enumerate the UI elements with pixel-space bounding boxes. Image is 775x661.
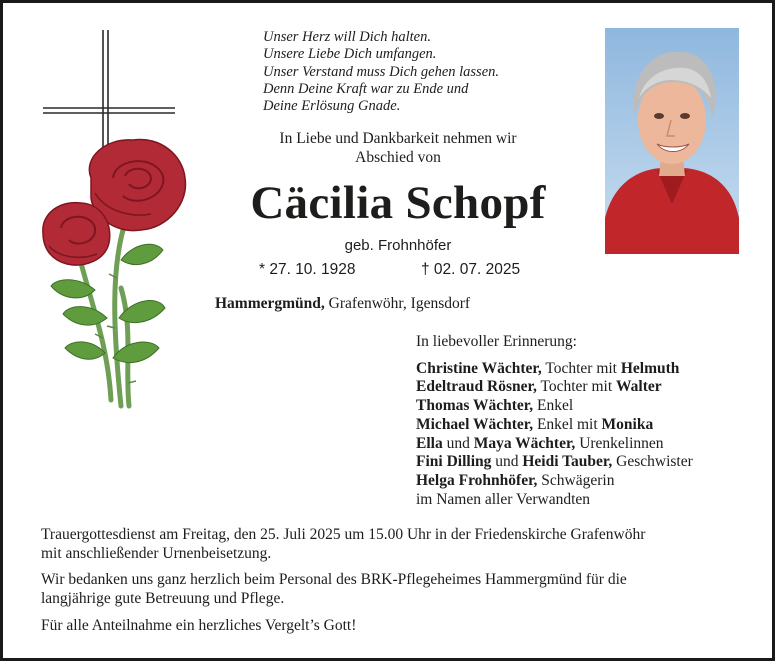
funeral-service-info: [41, 526, 741, 563]
mourner-partner: Monika: [601, 415, 654, 433]
thanks-line: Wir bedanken uns ganz herzlich beim Personal des BRK-Pflegeheimes Hammergmünd für die: [41, 571, 627, 588]
poem-line: Unser Herz will Dich halten.: [263, 29, 431, 45]
deceased-name: Cäcilia Schopf: [250, 177, 546, 229]
list-item: [416, 472, 756, 491]
poem-line: Unsere Liebe Dich umfangen.: [263, 46, 437, 63]
list-item: [416, 360, 756, 379]
poem-line: Deine Erlösung Gnade.: [263, 98, 401, 115]
places: [215, 295, 575, 313]
birth-date: * 27. 10. 1928: [259, 261, 356, 278]
mourner-name: Edeltraud Rösner,: [416, 378, 537, 396]
place-main: Hammergmünd,: [215, 295, 325, 312]
mourner-name: Helga Frohnhöfer,: [416, 471, 538, 489]
mourner-relation: und: [495, 453, 519, 471]
poem: [263, 29, 583, 115]
mourner-relation: und: [446, 434, 470, 452]
list-item: [416, 416, 756, 435]
service-line: mit anschließender Urnenbeisetzung.: [41, 544, 272, 562]
poem-line: Unser Verstand muss Dich gehen lassen.: [263, 63, 500, 80]
mourner-name: Thomas Wächter,: [416, 397, 534, 415]
mourner-relation: Tochter mit: [540, 378, 613, 396]
mourners-closing: im Namen aller Verwandten: [416, 490, 591, 508]
mourner-name: Michael Wächter,: [416, 415, 534, 433]
mourner-tail: Geschwister: [616, 453, 693, 471]
list-item: [416, 378, 756, 397]
mourner-tail: Urenkelinnen: [579, 434, 664, 452]
thanks-line: langjährige gute Betreuung und Pflege.: [41, 589, 285, 607]
maiden-name: geb. Frohnhöfer: [344, 237, 452, 254]
mourner-relation: Schwägerin: [541, 471, 615, 489]
mourner-partner: Maya Wächter,: [473, 434, 576, 452]
list-item: [416, 453, 756, 472]
mourner-name: Fini Dilling: [416, 453, 492, 471]
mourner-relation: Tochter mit: [545, 359, 617, 377]
intro-line: In Liebe und Dankbarkeit nehmen wir: [279, 130, 517, 147]
mourner-partner: Walter: [616, 378, 662, 396]
portrait-photo: [605, 28, 739, 254]
list-item: [416, 397, 756, 416]
farewell-intro: [233, 130, 563, 167]
thanks-paragraph: [41, 571, 741, 608]
mourner-relation: Enkel: [537, 397, 574, 415]
place-others: Grafenwöhr, Igensdorf: [328, 295, 471, 312]
life-dates: [259, 261, 559, 283]
service-line: Trauergottesdienst am Freitag, den 25. Juli 2025 um 15.00 Uhr in der Friedenskirche Grafenwöhr: [41, 526, 646, 543]
poem-line: Denn Deine Kraft war zu Ende und: [263, 80, 469, 97]
mourner-partner: Heidi Tauber,: [522, 453, 613, 471]
intro-line: Abschied von: [355, 148, 441, 166]
cross-and-roses-illustration: [33, 28, 193, 413]
mourner-relation: Enkel mit: [536, 415, 598, 433]
death-date: † 02. 07. 2025: [421, 261, 521, 278]
rose-lower: [43, 203, 110, 265]
mourner-partner: Helmuth: [620, 359, 680, 377]
mourners-list: [416, 333, 756, 509]
list-item: [416, 435, 756, 454]
mourners-heading: In liebevoller Erinnerung:: [416, 333, 577, 350]
mourner-name: Christine Wächter,: [416, 359, 542, 377]
closing-line: Für alle Anteilnahme ein herzliches Vergelt’s Gott!: [41, 617, 357, 634]
mourner-name: Ella: [416, 434, 443, 452]
